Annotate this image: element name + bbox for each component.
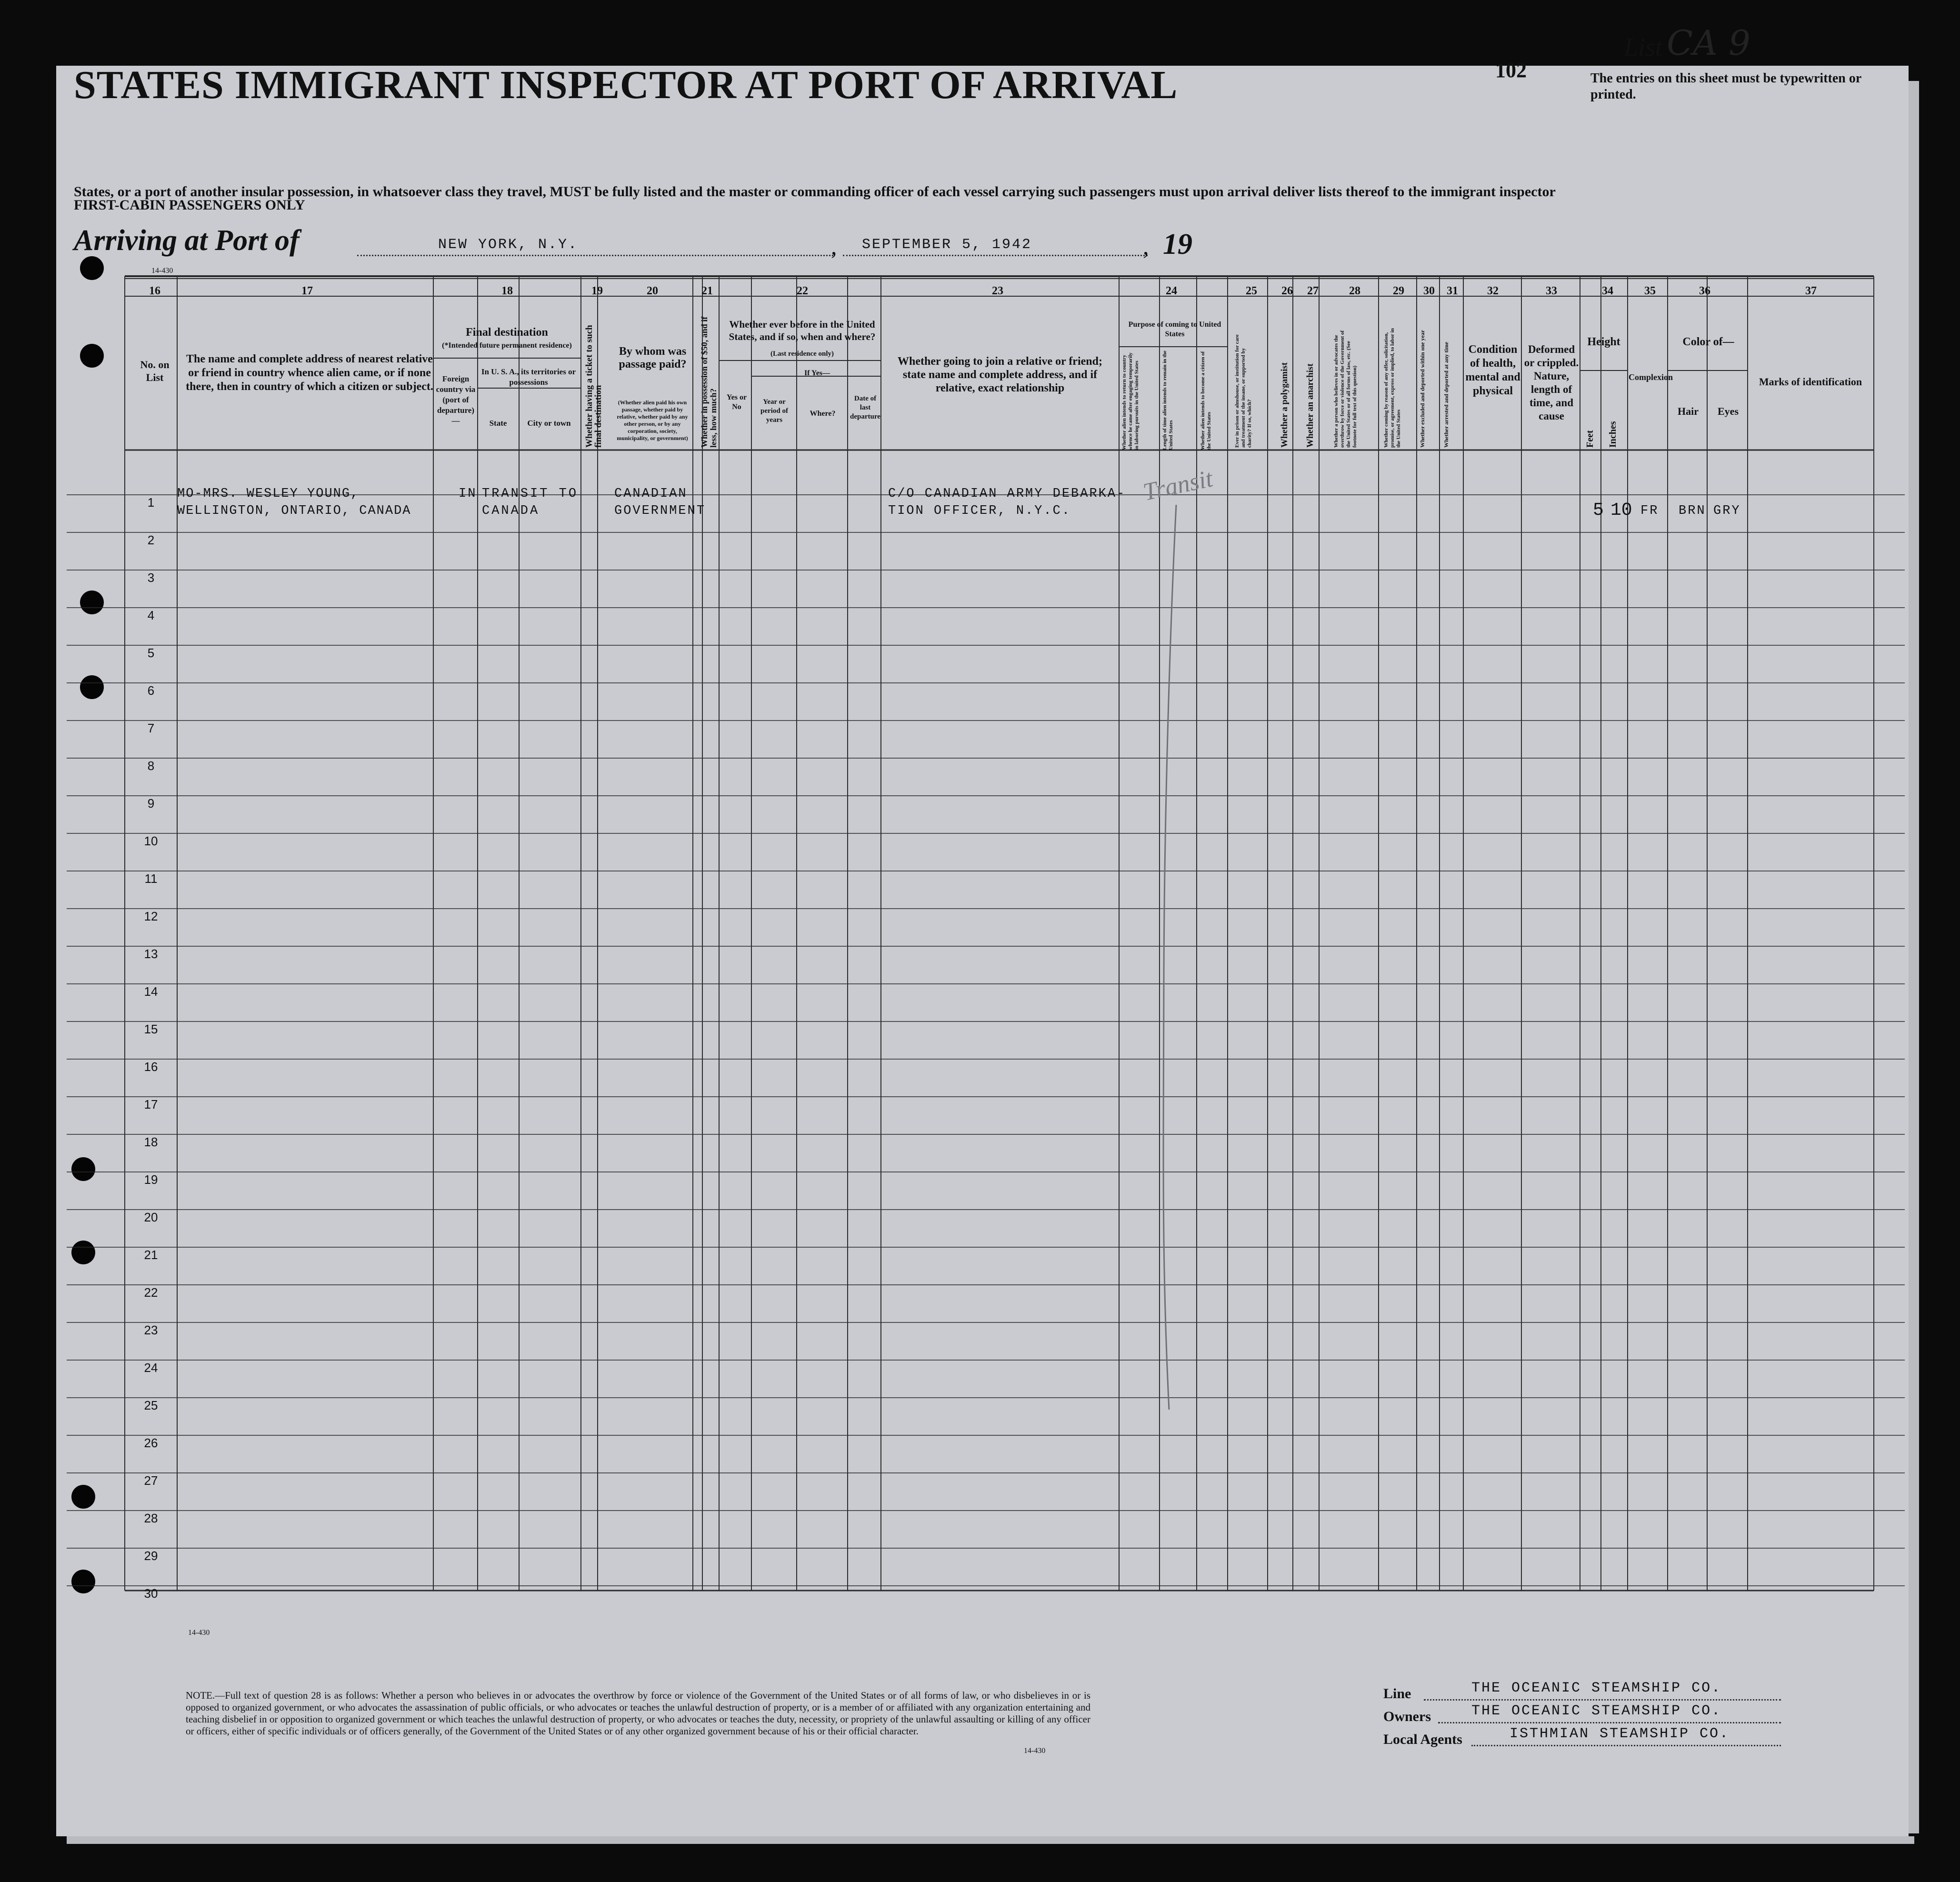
port-value: NEW YORK, N.Y. <box>438 237 579 253</box>
header-before-in-us: Whether ever before in the United States, and if so, when and where? <box>729 319 876 342</box>
agents-underline <box>1471 1745 1781 1746</box>
line-underline <box>1424 1699 1781 1701</box>
col-num-35: 35 <box>1644 285 1656 297</box>
col-num-33: 33 <box>1546 285 1557 297</box>
col-num-28: 28 <box>1349 285 1360 297</box>
line-value: THE OCEANIC STEAMSHIP CO. <box>1471 1680 1722 1696</box>
col-num-19: 19 <box>591 285 603 297</box>
row-number: 25 <box>144 1398 158 1412</box>
form-title: STATES IMMIGRANT INSPECTOR AT PORT OF ARRIVAL <box>74 63 1178 107</box>
arriving-label: Arriving at Port of <box>74 224 300 257</box>
header-purpose: Purpose of coming to United States <box>1128 320 1221 338</box>
col-num-16: 16 <box>149 285 160 297</box>
row-number: 4 <box>147 608 155 622</box>
row-number: 11 <box>144 871 158 886</box>
form-subtitle: States, or a port of another insular possession, in whatsoever class they travel, MUST be fully listed and the master or commanding officer of each vessel carrying such passengers must upon arrival deliver lists thereof to the immigrant inspector <box>74 184 1556 200</box>
header-in-usa: In U. S. A., its territories or possessions <box>481 367 576 387</box>
entry-inches: 10 <box>1610 500 1632 521</box>
header-height: Height <box>1587 336 1620 348</box>
row-number: 28 <box>144 1511 158 1525</box>
row-number: 6 <box>147 683 155 698</box>
col-num-20: 20 <box>647 285 658 297</box>
footnote-question-28: NOTE.—Full text of question 28 is as follows: Whether a person who believes in or advocates the overthrow by force or violence of the Government of the United States or of all forms of law, or who disbelieves in or is opposed to organized government, or who advocates the assassination of public officials, or who advocates or teaches the unlawful destruction of property, or is a member of or affiliated with any organization entertaining and teaching disbelief in or opposition to organized government or which teaches the unlawful destruction of property, or who advocates or teaches the duty, necessity, or propriety of the unlawful assaulting or killing of any officer or officers, either of specific individuals or of officers generally, of the Government of the United States or of any other organized government because of his or their official character. <box>186 1690 1090 1737</box>
row-number: 5 <box>147 646 155 660</box>
col-num-21: 21 <box>701 285 713 297</box>
entry-hair: BRN <box>1679 504 1706 518</box>
col-num-30: 30 <box>1423 285 1435 297</box>
year-prefix: 19 <box>1163 228 1192 260</box>
row-number: 15 <box>144 1022 158 1036</box>
row-number: 17 <box>144 1097 158 1111</box>
col-num-24: 24 <box>1166 285 1177 297</box>
col-num-27: 27 <box>1307 285 1319 297</box>
header-overthrow: Whether a person who believes in or advocates the overthrow by force or violence of the Government of the United States or of all forms of law, etc. (See footnote for full text of this question) <box>1333 330 1358 448</box>
col-num-22: 22 <box>797 285 808 297</box>
row-number: 19 <box>144 1172 158 1187</box>
col-num-29: 29 <box>1393 285 1404 297</box>
entry-complexion: FR <box>1640 504 1659 518</box>
footer-form-code: 14-430 <box>1024 1747 1046 1755</box>
header-final-destination: Final destination <box>466 326 548 339</box>
entry-state2: CANADA <box>482 504 540 518</box>
row-number: 27 <box>144 1473 158 1488</box>
header-inches: Inches <box>1608 421 1618 448</box>
entry-feet: 5 <box>1593 500 1605 521</box>
header-color-of: Color of— <box>1682 336 1734 348</box>
form-code-bottom: 14-430 <box>188 1629 210 1637</box>
row-number: 20 <box>144 1210 158 1224</box>
entry-join1: C/O CANADIAN ARMY DEBARKA- <box>888 487 1126 501</box>
col-num-26: 26 <box>1281 285 1293 297</box>
header-date-departure: Date of last departure <box>850 395 880 420</box>
header-marks: Marks of identification <box>1759 376 1862 388</box>
line-label: Line <box>1383 1686 1411 1702</box>
list-value: CA 9 <box>1667 23 1750 63</box>
header-purpose-c: Whether alien intends to become a citizen of the United States <box>1200 351 1212 450</box>
entries-note: The entries on this sheet must be typewritten or printed. <box>1590 71 1861 102</box>
header-foreign-country: Foreign country via (port of departure)— <box>436 374 476 425</box>
row-number: 12 <box>144 909 158 923</box>
row-number: 3 <box>147 571 155 585</box>
row-number: 26 <box>144 1436 158 1450</box>
row-number: 22 <box>144 1285 158 1300</box>
row-number: 21 <box>144 1248 158 1262</box>
header-city: City or town <box>527 419 571 428</box>
header-state: State <box>489 419 507 428</box>
row-number: 30 <box>144 1586 158 1601</box>
header-if-yes: If Yes— <box>804 369 830 377</box>
row-number: 23 <box>144 1323 158 1337</box>
header-passage-paid: By whom was passage paid? <box>619 345 687 370</box>
entry-purpose-handwritten: Transit <box>1140 465 1215 506</box>
col-num-25: 25 <box>1246 285 1257 297</box>
owners-underline <box>1438 1722 1781 1723</box>
owners-value: THE OCEANIC STEAMSHIP CO. <box>1471 1703 1722 1719</box>
col-num-37: 37 <box>1805 285 1817 297</box>
agents-label: Local Agents <box>1383 1732 1462 1747</box>
header-labor-offer: Whether coming by reason of any offer, solicitation, promise, or agreement, express or implied, to labor in the United States <box>1383 328 1401 448</box>
col-num-36: 36 <box>1699 285 1710 297</box>
entry-eyes: GRY <box>1713 504 1741 518</box>
header-eyes: Eyes <box>1718 405 1739 417</box>
header-purpose-a: Whether alien intends to return to country whence he came after engaging temporarily in laboring pursuits in the United States <box>1121 352 1140 450</box>
entry-join2: TION OFFICER, N.Y.C. <box>888 504 1071 518</box>
row-number: 29 <box>144 1549 158 1563</box>
pencil-line <box>1157 505 1186 1410</box>
row-number: 10 <box>144 834 158 848</box>
row-number: 2 <box>147 533 155 547</box>
comma: , <box>831 233 837 260</box>
list-label: List <box>1624 33 1663 61</box>
header-health: Condition of health, mental and physical <box>1465 343 1520 397</box>
row-number: 7 <box>147 721 155 735</box>
header-where: Where? <box>810 410 836 418</box>
comma: , <box>1143 233 1149 260</box>
header-arrested: Whether arrested and deported at any time <box>1443 341 1450 448</box>
col-num-34: 34 <box>1602 285 1613 297</box>
header-fifty-dollars: Whether in possession of $50, and if less, how much? <box>700 316 718 448</box>
header-yes-no: Yes or No <box>726 393 747 411</box>
row-number: 16 <box>144 1060 158 1074</box>
date-value: SEPTEMBER 5, 1942 <box>862 237 1032 253</box>
header-hair: Hair <box>1678 405 1699 417</box>
header-excluded: Whether excluded and deported within one year <box>1419 330 1426 448</box>
entry-foreign: IN <box>459 487 477 501</box>
entry-state: TRANSIT TO <box>482 487 579 501</box>
row-number: 24 <box>144 1361 158 1375</box>
row-number: 8 <box>147 759 155 773</box>
header-complexion: Complexion <box>1629 372 1673 382</box>
header-feet: Feet <box>1585 430 1595 448</box>
header-years: Year or period of years <box>760 398 788 424</box>
row-number: 18 <box>144 1135 158 1149</box>
row-number: 9 <box>147 796 155 811</box>
header-join-relative: Whether going to join a relative or friend; state name and complete address, and if relative, exact relationship <box>898 355 1102 394</box>
col-num-32: 32 <box>1487 285 1499 297</box>
row-number: 1 <box>147 495 155 510</box>
form-code: 14-430 <box>151 267 173 275</box>
header-relative-address: The name and complete address of nearest relative or friend in country whence alien came, or if none there, then in country of which a citizen or subject. <box>186 353 433 393</box>
entry-paid-by1: CANADIAN <box>614 487 688 501</box>
header-no-on-list: No. on List <box>140 359 170 383</box>
col-num-31: 31 <box>1447 285 1458 297</box>
col-num-18: 18 <box>501 285 513 297</box>
col-num-23: 23 <box>992 285 1003 297</box>
agents-value: ISTHMIAN STEAMSHIP CO. <box>1510 1726 1730 1742</box>
header-ticket: Whether having a ticket to such final destination <box>584 325 603 448</box>
header-final-destination-note: (*Intended future permanent residence) <box>442 341 572 350</box>
row-number: 14 <box>144 984 158 999</box>
header-passage-note: (Whether alien paid his own passage, whether paid by relative, whether paid by any other person, or by any corporation, society, municipality, or government) <box>617 399 688 441</box>
header-anarchist: Whether an anarchist <box>1305 363 1315 448</box>
page-number: 102 <box>1495 59 1527 82</box>
header-before-note: (Last residence only) <box>770 350 834 358</box>
col-num-17: 17 <box>301 285 313 297</box>
entry-relative-line1: MO-MRS. WESLEY YOUNG, <box>177 487 360 501</box>
header-polygamist: Whether a polygamist <box>1280 362 1290 448</box>
cabin-class: FIRST-CABIN PASSENGERS ONLY <box>74 197 305 213</box>
header-purpose-b: Length of time alien intends to remain in the United States <box>1162 350 1174 450</box>
entry-relative-line2: WELLINGTON, ONTARIO, CANADA <box>177 504 411 518</box>
row-number: 13 <box>144 947 158 961</box>
owners-label: Owners <box>1383 1709 1431 1724</box>
header-deformed: Deformed or crippled. Nature, length of time, and cause <box>1524 343 1579 422</box>
header-prison: Ever in prison or almshouse, or institution for care and treatment of the insane, or supported by charity? If so, which? <box>1234 334 1252 448</box>
entry-paid-by2: GOVERNMENT <box>614 504 706 518</box>
